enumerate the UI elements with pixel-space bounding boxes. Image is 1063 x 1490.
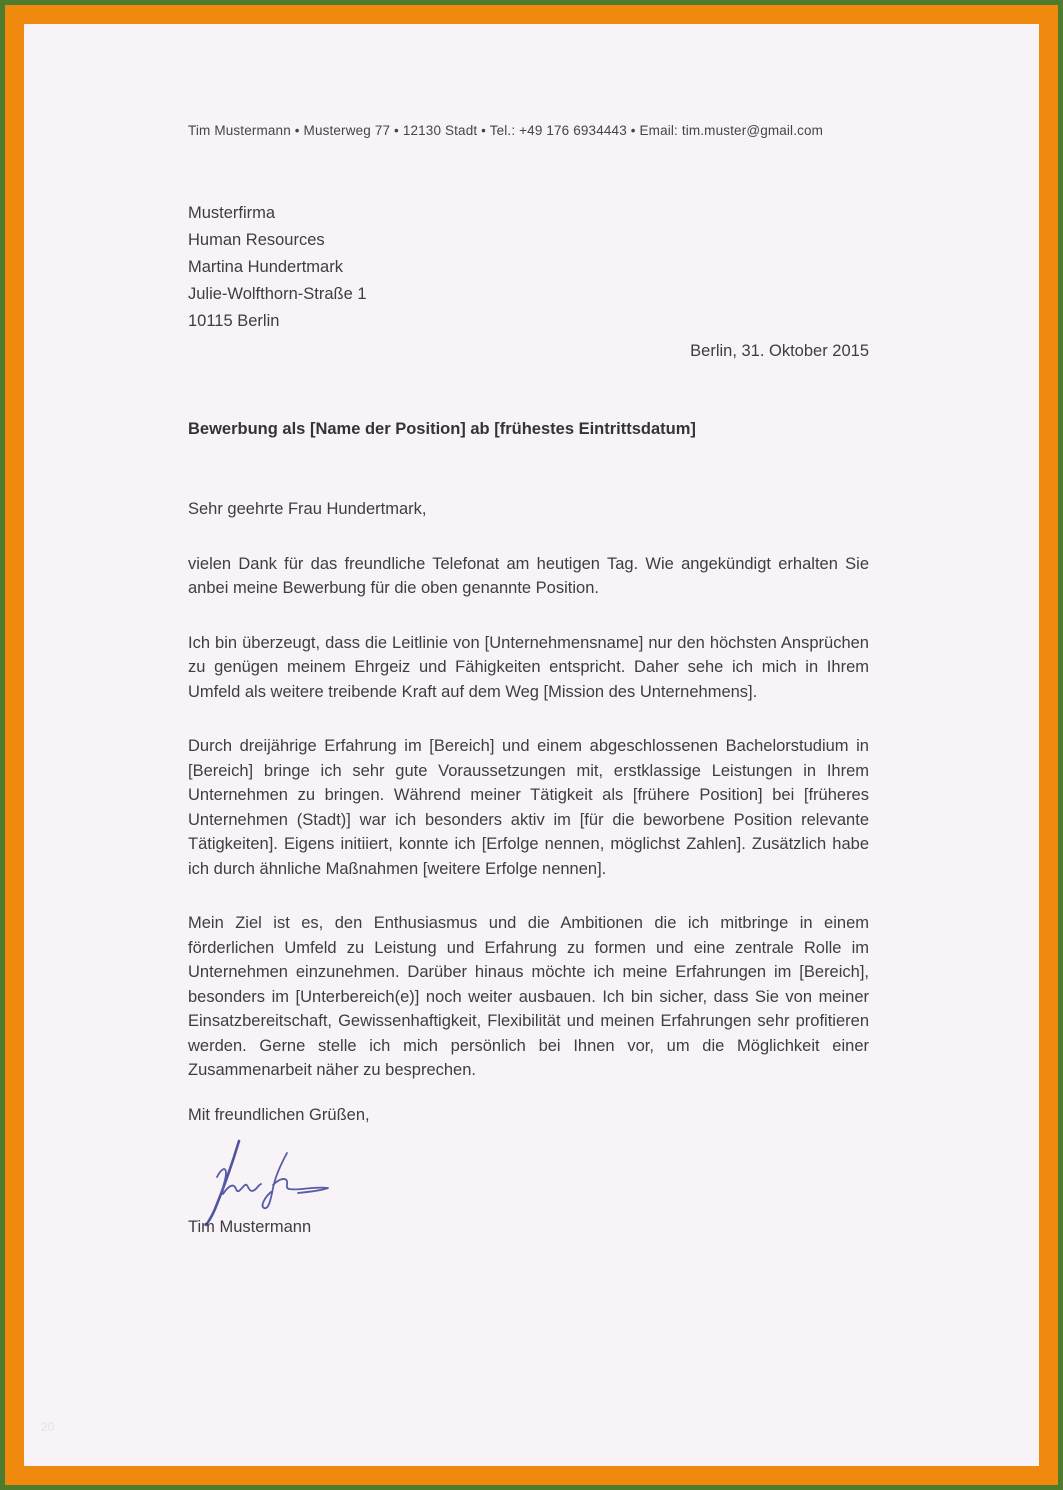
closing-phrase: Mit freundlichen Grüßen, [188,1105,370,1124]
recipient-line-department: Human Resources [188,231,325,249]
recipient-line-contact-person: Martina Hundertmark [188,258,343,276]
sender-name: Tim Mustermann [188,1218,312,1236]
letter-content [24,24,1039,1240]
sender-contact-line: Tim Mustermann • Musterweg 77 • 12130 Stadt • Tel.: +49 176 6934443 • Email: tim.muster@gmail.com [188,123,824,138]
body-paragraph-1: vielen Dank für das freundliche Telefonat am heutigen Tag. Wie angekündigt erhalten Sie anbei meine Bewerbung für die oben genannte Position. [188,554,869,597]
date-line: Berlin, 31. Oktober 2015 [690,342,869,360]
signature-block [188,1133,869,1225]
recipient-address [188,200,869,335]
recipient-line-company: Musterfirma [188,204,276,222]
inner-orange-frame [5,5,1058,1485]
recipient-line-city: 10115 Berlin [188,312,280,330]
salutation: Sehr geehrte Frau Hundertmark, [188,500,427,518]
body-paragraph-2: Ich bin überzeugt, dass die Leitlinie von [Unternehmensname] nur den höchsten Ansprüchen zu genügen meinem Ehrgeiz und Fähigkeiten entspricht. Daher sehe ich mich in Ihrem Umfeld als weitere treibende Kraft auf dem Weg [Mission des Unternehmens]. [188,633,869,701]
body-paragraph-4: Mein Ziel ist es, den Enthusiasmus und die Ambitionen die ich mitbringe in einem förderlichen Umfeld zu Leistung und Erfahrung zu formen und eine zentrale Rolle im Unternehmen einzunehmen. Darüber hinaus möchte ich meine Erfahrungen im [Bereich], besonders im [Unterbereich(e)] noch weiter ausbauen. Ich bin sicher, dass Sie von meiner Einsatzbereitschaft, Gewissenhaftigkeit, Flexibilität und meinen Erfahrungen sehr profitieren werden. Gerne stelle ich mich persönlich bei Ihnen vor, um die Möglichkeit einer Zusammenarbeit näher zu besprechen. [188,914,869,1079]
body-paragraph-3: Durch dreijährige Erfahrung im [Bereich] und einem abgeschlossenen Bachelorstudium in [Bereich] bringe ich sehr gute Voraussetzungen mit, erstklassige Leistungen in Ihrem Unternehmen zu bringen. Während meiner Tätigkeit als [frühere Position] bei [früheres Unternehmen (Stadt)] war ich besonders aktiv im [für die beworbene Position relevante Tätigkeiten]. Eigens initiiert, konnte ich [Erfolge nennen, möglichst Zahlen]. Zusätzlich habe ich durch ähnliche Maßnahmen [weitere Erfolge nennen]. [188,737,869,878]
letter-page [24,24,1039,1466]
page-number-watermark: 20 [41,1420,55,1434]
subject-line: Bewerbung als [Name der Position] ab [frühestes Eintrittsdatum] [188,420,696,438]
recipient-line-street: Julie-Wolfthorn-Straße 1 [188,285,367,303]
